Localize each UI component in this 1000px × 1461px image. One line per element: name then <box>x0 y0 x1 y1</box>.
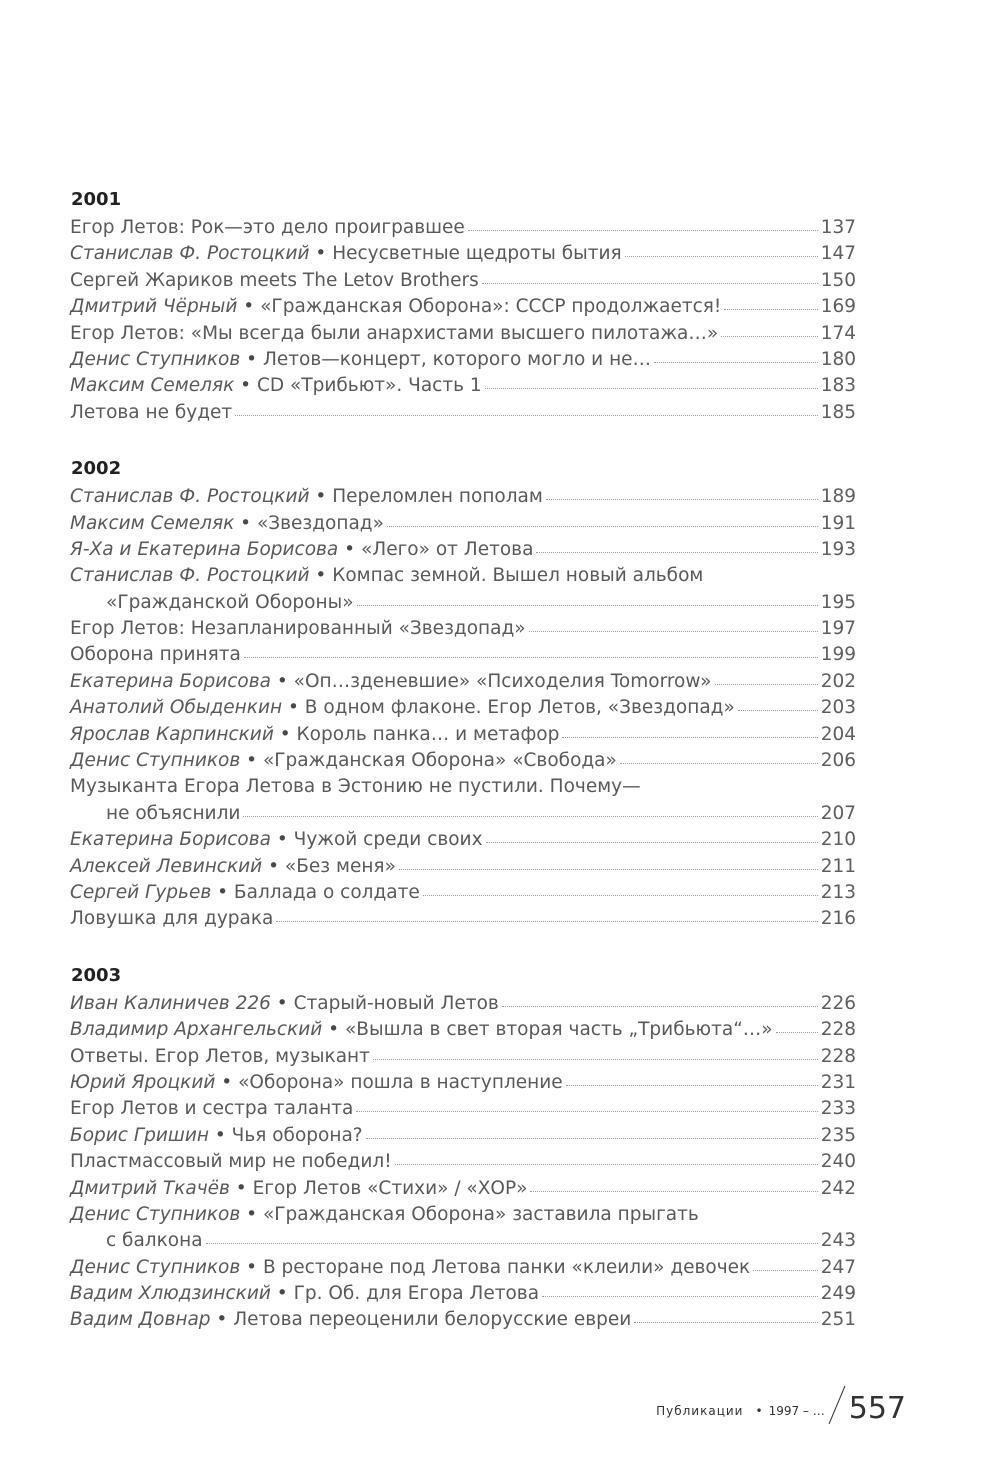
entry-title: Гр. Об. для Егора Летова <box>293 1283 540 1305</box>
toc-entry <box>70 991 856 1017</box>
entry-text <box>70 215 465 241</box>
bullet-separator: • <box>240 348 263 370</box>
page-number: 557 <box>848 1391 906 1426</box>
entry-title: Переломлен пополам <box>332 486 543 508</box>
entry-title: Чья оборона? <box>231 1124 363 1146</box>
entry-text <box>70 1017 773 1043</box>
entry-author: Станислав Ф. Ростоцкий <box>70 486 310 508</box>
entry-author: Юрий Яроцкий <box>70 1071 216 1093</box>
entry-title: Летова переоценили белорусские евреи <box>233 1309 632 1331</box>
entry-author: Алексей Левинский <box>70 855 263 877</box>
toc-entry <box>70 268 856 294</box>
entry-text <box>70 906 273 932</box>
entry-page: 211 <box>820 855 856 877</box>
section-gap <box>70 933 856 961</box>
entry-page: 210 <box>820 829 856 851</box>
dot-leader <box>625 256 818 257</box>
bullet-separator: • <box>210 1309 234 1331</box>
toc-entry <box>70 880 856 906</box>
bullet-separator: • <box>309 486 333 508</box>
bullet-separator: • <box>208 1124 232 1146</box>
entry-title: «Без меня» <box>284 855 396 877</box>
entry-text <box>70 347 651 373</box>
footer-separator: • <box>755 1404 763 1418</box>
entry-title-continued: не объяснили <box>106 802 241 824</box>
dot-leader <box>721 336 818 337</box>
entry-author: Денис Ступников <box>70 750 241 772</box>
toc-entry <box>70 400 856 426</box>
bullet-separator: • <box>262 855 285 877</box>
entry-text <box>70 241 622 267</box>
bullet-separator: • <box>234 375 257 397</box>
dot-leader <box>357 605 818 606</box>
entry-text <box>70 1123 363 1149</box>
entry-title: «Звездопад» <box>256 512 384 534</box>
toc-entry <box>70 1044 856 1070</box>
entry-page: 235 <box>820 1124 856 1146</box>
entry-page: 197 <box>820 618 856 640</box>
dot-leader <box>373 1059 818 1060</box>
entry-text <box>70 1281 539 1307</box>
year-heading: 2003 <box>71 964 122 986</box>
entry-text <box>70 511 384 537</box>
entry-title: Несусветные щедроты бытия <box>332 243 622 265</box>
toc-entry <box>70 616 856 642</box>
year-section <box>70 185 856 426</box>
entry-author: Денис Ступников <box>70 348 241 370</box>
entry-title: «Гражданская Оборона» заставила прыгать <box>262 1203 699 1225</box>
entry-text <box>70 722 559 748</box>
dot-leader <box>206 1243 818 1244</box>
bullet-separator: • <box>270 829 294 851</box>
entry-page: 228 <box>820 1045 856 1067</box>
bullet-separator: • <box>237 296 261 318</box>
bullet-separator: • <box>270 1283 294 1305</box>
dot-leader <box>654 362 818 363</box>
footer-year-range: 1997 – … <box>768 1404 825 1418</box>
entry-title: Чужой среди своих <box>293 829 483 851</box>
entry-text <box>70 695 735 721</box>
entry-page: 240 <box>820 1151 856 1173</box>
entry-title-continued: с балкона <box>106 1230 203 1252</box>
entry-page: 180 <box>820 348 856 370</box>
entry-page: 249 <box>820 1283 856 1305</box>
bullet-separator: • <box>215 1071 239 1093</box>
dot-leader <box>482 283 818 284</box>
entry-title: Музыканта Егора Летова в Эстонию не пустили. Почему— <box>70 776 641 798</box>
entry-page: 243 <box>820 1230 856 1252</box>
entry-title: «Оп…зденевшие» «Психоделия Tomorrow» <box>293 670 712 692</box>
dot-leader <box>562 737 817 738</box>
entry-text <box>70 294 721 320</box>
entry-author: Денис Ступников <box>70 1203 241 1225</box>
dot-leader <box>276 921 817 922</box>
toc-entry <box>70 748 856 774</box>
entry-text <box>70 616 526 642</box>
dot-leader <box>387 526 818 527</box>
toc-entry <box>70 1281 856 1307</box>
toc-entry <box>70 511 856 537</box>
entry-author: Станислав Ф. Ростоцкий <box>70 243 310 265</box>
entry-title: Король панка… и метафор <box>296 723 560 745</box>
footer-section-title: Публикации <box>656 1404 744 1418</box>
bullet-separator: • <box>240 1203 263 1225</box>
entry-author: Екатерина Борисова <box>70 670 271 692</box>
entry-page: 226 <box>820 992 856 1014</box>
toc-entry <box>70 642 856 668</box>
toc-entry <box>70 1307 856 1333</box>
entry-title: В одном флаконе. Егор Летов, «Звездопад» <box>304 697 735 719</box>
entry-author: Дмитрий Чёрный <box>70 296 238 318</box>
entry-title: Егор Летов «Стихи» / «ХОР» <box>252 1177 528 1199</box>
entry-page: 189 <box>820 486 856 508</box>
toc-entry <box>70 241 856 267</box>
entry-text <box>70 1070 563 1096</box>
dot-leader <box>530 1191 817 1192</box>
entry-author: Денис Ступников <box>70 1256 241 1278</box>
entry-text <box>70 827 483 853</box>
bullet-separator: • <box>229 1177 253 1199</box>
dot-leader <box>395 1164 818 1165</box>
toc-entry <box>70 906 856 932</box>
toc-entry <box>70 774 856 800</box>
bullet-separator: • <box>309 243 333 265</box>
entry-author: Ярослав Карпинский <box>70 723 274 745</box>
entry-page: 137 <box>820 217 856 238</box>
dot-leader <box>243 816 817 817</box>
entry-text <box>70 373 482 399</box>
entry-text <box>70 776 641 797</box>
entry-text <box>70 268 479 294</box>
entry-page: 185 <box>820 401 856 423</box>
dot-leader <box>529 631 818 632</box>
toc-entry <box>70 722 856 748</box>
toc-entry <box>70 1202 856 1228</box>
dot-leader <box>244 657 818 658</box>
dot-leader <box>753 1270 817 1271</box>
entry-page: 202 <box>820 670 856 692</box>
entry-page: 169 <box>820 296 856 318</box>
dot-leader <box>235 415 818 416</box>
toc-entry <box>70 294 856 320</box>
entry-title-continued: «Гражданской Обороны» <box>106 591 354 613</box>
entry-author: Борис Гришин <box>70 1124 209 1146</box>
entry-title: «Вышла в свет вторая часть „Трибьюта“…» <box>344 1019 773 1041</box>
toc-entry <box>70 854 856 880</box>
dot-leader <box>423 895 818 896</box>
dot-leader <box>536 552 817 553</box>
entry-author: Анатолий Обыденкин <box>70 697 283 719</box>
entry-page: 195 <box>820 591 856 613</box>
toc-entry <box>70 1149 856 1175</box>
entry-title: «Гражданская Оборона» «Свобода» <box>262 750 617 772</box>
entry-text <box>70 1176 527 1202</box>
entry-title: Баллада о солдате <box>233 881 420 903</box>
toc-entry <box>70 1096 856 1122</box>
dot-leader <box>542 1296 818 1297</box>
toc-entry <box>70 669 856 695</box>
entry-title: Егор Летов: Рок—это дело проигравшее <box>70 217 465 238</box>
toc-entry <box>70 1176 856 1202</box>
entry-text <box>70 748 617 774</box>
entry-text <box>70 669 712 695</box>
entry-page: 174 <box>820 322 856 344</box>
bullet-separator: • <box>309 565 333 587</box>
entry-page: 193 <box>820 538 856 560</box>
toc-entry <box>70 1255 856 1281</box>
toc-entry-continuation <box>70 590 856 616</box>
entry-text <box>70 880 420 906</box>
bullet-separator: • <box>211 881 234 903</box>
entry-text <box>70 1307 631 1333</box>
entry-page: 213 <box>820 881 856 903</box>
entry-title: «Гражданская Оборона»: СССР продолжается! <box>260 296 722 318</box>
toc-entry <box>70 695 856 721</box>
entry-page: 251 <box>820 1309 856 1331</box>
table-of-contents <box>70 185 856 1334</box>
entry-title: Старый-новый Летов <box>293 992 499 1014</box>
entry-title: Сергей Жариков meets The Letov Brothers <box>70 269 479 291</box>
dot-leader <box>356 1111 817 1112</box>
entry-page: 199 <box>820 644 856 666</box>
entry-page: 150 <box>820 269 856 291</box>
dot-leader <box>776 1032 818 1033</box>
dot-leader <box>634 1322 817 1323</box>
year-heading: 2002 <box>71 458 122 480</box>
dot-leader <box>486 842 818 843</box>
entry-title: CD «Трибьют». Часть 1 <box>256 375 482 397</box>
entry-title: Компас земной. Вышел новый альбом <box>332 565 704 587</box>
toc-entry <box>70 1070 856 1096</box>
entry-text <box>70 854 396 880</box>
entry-text <box>70 565 703 586</box>
year-heading: 2001 <box>71 189 122 210</box>
entry-author: Максим Семеляк <box>70 512 235 534</box>
toc-entry <box>70 1123 856 1149</box>
running-footer <box>656 1385 906 1425</box>
entry-page: 203 <box>820 697 856 719</box>
entry-page: 216 <box>820 908 856 930</box>
toc-entry <box>70 537 856 563</box>
year-section <box>70 961 856 1334</box>
entry-title: Егор Летов: «Мы всегда были анархистами высшего пилотажа…» <box>70 322 719 344</box>
entry-author: Иван Калиничев 226 <box>70 992 271 1014</box>
dot-leader <box>738 710 818 711</box>
bullet-separator: • <box>322 1019 345 1041</box>
dot-leader <box>366 1138 818 1139</box>
bullet-separator: • <box>282 697 305 719</box>
bullet-separator: • <box>273 723 297 745</box>
dot-leader <box>399 869 818 870</box>
entry-author: Владимир Архангельский <box>70 1019 323 1041</box>
bullet-separator: • <box>240 750 263 772</box>
dot-leader <box>502 1006 818 1007</box>
bullet-separator: • <box>270 992 294 1014</box>
entry-page: 233 <box>820 1098 856 1120</box>
entry-author: Я-Ха и Екатерина Борисова <box>70 538 339 560</box>
entry-page: 207 <box>820 802 856 824</box>
entry-title: В ресторане под Летова панки «клеили» девочек <box>262 1256 751 1278</box>
entry-page: 231 <box>820 1071 856 1093</box>
entry-title: Ловушка для дурака <box>70 908 274 930</box>
entry-text <box>70 1096 353 1122</box>
toc-entry <box>70 563 856 589</box>
entry-author: Вадим Хлюдзинский <box>70 1283 271 1305</box>
toc-entry <box>70 827 856 853</box>
entry-title: «Лего» от Летова <box>360 538 534 560</box>
bullet-separator: • <box>338 538 361 560</box>
entry-text <box>70 1255 750 1281</box>
entry-text <box>70 1149 392 1175</box>
entry-page: 183 <box>820 375 856 397</box>
entry-author: Екатерина Борисова <box>70 829 271 851</box>
entry-title: Пластмассовый мир не победил! <box>70 1151 392 1173</box>
toc-entry-continuation <box>70 1228 856 1254</box>
dot-leader <box>715 684 818 685</box>
entry-page: 247 <box>820 1256 856 1278</box>
entry-author: Дмитрий Ткачёв <box>70 1177 230 1199</box>
entry-title: Егор Летов и сестра таланта <box>70 1098 354 1120</box>
entry-page: 191 <box>820 512 856 534</box>
dot-leader <box>566 1085 818 1086</box>
entry-text <box>70 642 241 668</box>
entry-title: Ответы. Егор Летов, музыкант <box>70 1045 370 1067</box>
entry-author: Максим Семеляк <box>70 375 235 397</box>
entry-title: Оборона принята <box>70 644 241 666</box>
entry-page: 204 <box>820 723 856 745</box>
toc-entry <box>70 215 856 241</box>
dot-leader <box>485 388 818 389</box>
footer-slash-divider <box>827 1385 847 1425</box>
entry-title: Егор Летов: Незапланированный «Звездопад» <box>70 618 526 640</box>
entry-page: 228 <box>820 1019 856 1041</box>
entry-page: 147 <box>820 243 856 265</box>
year-section <box>70 454 856 933</box>
entry-text <box>70 1044 370 1070</box>
bullet-separator: • <box>270 670 294 692</box>
entry-author: Вадим Довнар <box>70 1309 211 1331</box>
toc-entry <box>70 347 856 373</box>
section-gap <box>70 426 856 454</box>
toc-entry <box>70 484 856 510</box>
entry-text <box>70 484 543 510</box>
entry-title: Летов—концерт, которого могло и не… <box>262 348 652 370</box>
bullet-separator: • <box>240 1256 263 1278</box>
dot-leader <box>620 763 818 764</box>
entry-text <box>70 1204 699 1225</box>
dot-leader <box>546 499 818 500</box>
toc-entry <box>70 373 856 399</box>
entry-title: Летова не будет <box>70 401 233 423</box>
entry-text <box>70 400 232 426</box>
dot-leader <box>724 309 817 310</box>
toc-entry-continuation <box>70 801 856 827</box>
entry-title: «Оборона» пошла в наступление <box>238 1071 563 1093</box>
toc-entry <box>70 321 856 347</box>
entry-page: 206 <box>820 750 856 772</box>
entry-page: 242 <box>820 1177 856 1199</box>
entry-author: Станислав Ф. Ростоцкий <box>70 565 310 587</box>
entry-text <box>70 991 499 1017</box>
entry-text <box>70 321 718 347</box>
dot-leader <box>468 230 818 231</box>
toc-entry <box>70 1017 856 1043</box>
entry-text <box>70 537 533 563</box>
entry-author: Сергей Гурьев <box>70 881 212 903</box>
bullet-separator: • <box>234 512 257 534</box>
